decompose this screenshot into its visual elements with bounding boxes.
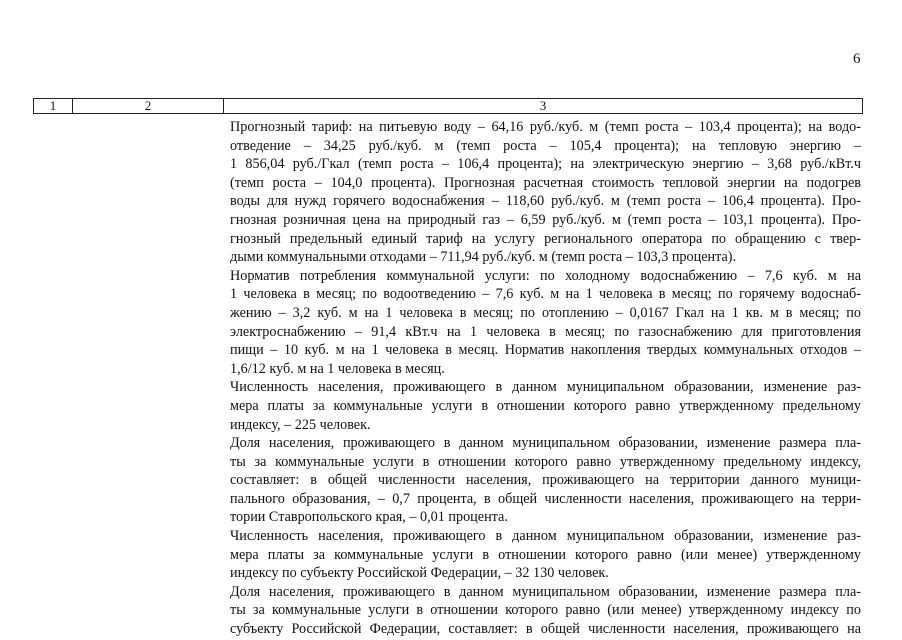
text-line: тории Ставропольского края, – 0,01 процента. [230,509,508,526]
table-header-row [33,98,863,114]
text-line: гнозная розничная цена на природный газ – 6,59 руб./куб. м (темп роста – 103,1 процента). Про- [230,211,861,228]
text-line: жению – 3,2 куб. м на 1 человека в месяц; по отоплению – 0,0167 Гкал на 1 кв. м в месяц; по [230,304,861,321]
text-line: мера платы за коммунальные услуги в отношении которого равно (или менее) утвержденному [230,546,861,563]
column-2-number: 2 [73,99,224,113]
text-line: Численность населения, проживающего в данном муниципальном образовании, изменение раз- [230,379,861,396]
text-line: 1,6/12 куб. м на 1 человека в месяц. [230,360,445,377]
text-line: электроснабжению – 91,4 кВт.ч на 1 человека в месяц; по газоснабжению для приготовления [230,323,861,340]
text-line: ты за коммунальные услуги в отношении которого равно (или менее) утвержденному индексу по [230,602,861,619]
text-line: гнозный предельный единый тариф на услугу регионального оператора по обращению с твер- [230,230,861,247]
text-line: субъекту Российской Федерации, составляет: в общей численности населения, проживающего на [230,621,861,638]
column-3-number: 3 [539,98,547,113]
text-line: дыми коммунальными отходами – 711,94 руб./куб. м (темп роста – 103,3 процента). [230,249,737,266]
text-line: 1 856,04 руб./Гкал (темп роста – 106,4 процента); на электрическую энергию – 3,68 руб./кВт.ч [230,156,861,173]
text-line: отведение – 34,25 руб./куб. м (темп роста – 105,4 процента); на тепловую энергию – [230,137,861,154]
text-line: индексу по субъекту Российской Федерации, – 32 130 человек. [230,565,609,582]
text-line: составляет: в общей численности населения, проживающего на территории данного муници- [230,472,861,489]
text-line: Доля населения, проживающего в данном муниципальном образовании, изменение размера пла- [230,583,861,600]
text-line: мера платы за коммунальные услуги в отношении которого равно утвержденному предельному [230,397,861,414]
document-text-column [230,118,861,639]
text-line: Прогнозный тариф: на питьевую воду – 64,16 руб./куб. м (темп роста – 103,4 процента); на водо- [230,119,861,135]
column-1-number: 1 [34,99,73,113]
text-line: пального образования, – 0,7 процента, в общей численности населения, проживающего на терри- [230,490,861,507]
page-number: 6 [853,51,861,67]
text-line: пищи – 10 куб. м на 1 человека в месяц. Норматив накопления твердых коммунальных отходов – [230,342,861,359]
text-line: 1 человека в месяц; по водоотведению – 7,6 куб. м на 1 человека в месяц; по горячему водоснаб- [230,286,861,303]
text-line: ты за коммунальные услуги в отношении которого равно утвержденному предельному индексу, [230,453,861,470]
text-line: (темп роста – 104,0 процента). Прогнозная расчетная стоимость тепловой энергии на подогрев [230,174,861,191]
text-line: Норматив потребления коммунальной услуги: по холодному водоснабжению – 7,6 куб. м на [230,267,861,284]
text-line: воды для нужд горячего водоснабжения – 118,60 руб./куб. м (темп роста – 106,4 процента). Про- [230,193,861,210]
text-line: Численность населения, проживающего в данном муниципальном образовании, изменение раз- [230,528,861,545]
text-line: индексу, – 225 человек. [230,416,371,433]
text-line: Доля населения, проживающего в данном муниципальном образовании, изменение размера пла- [230,435,861,452]
